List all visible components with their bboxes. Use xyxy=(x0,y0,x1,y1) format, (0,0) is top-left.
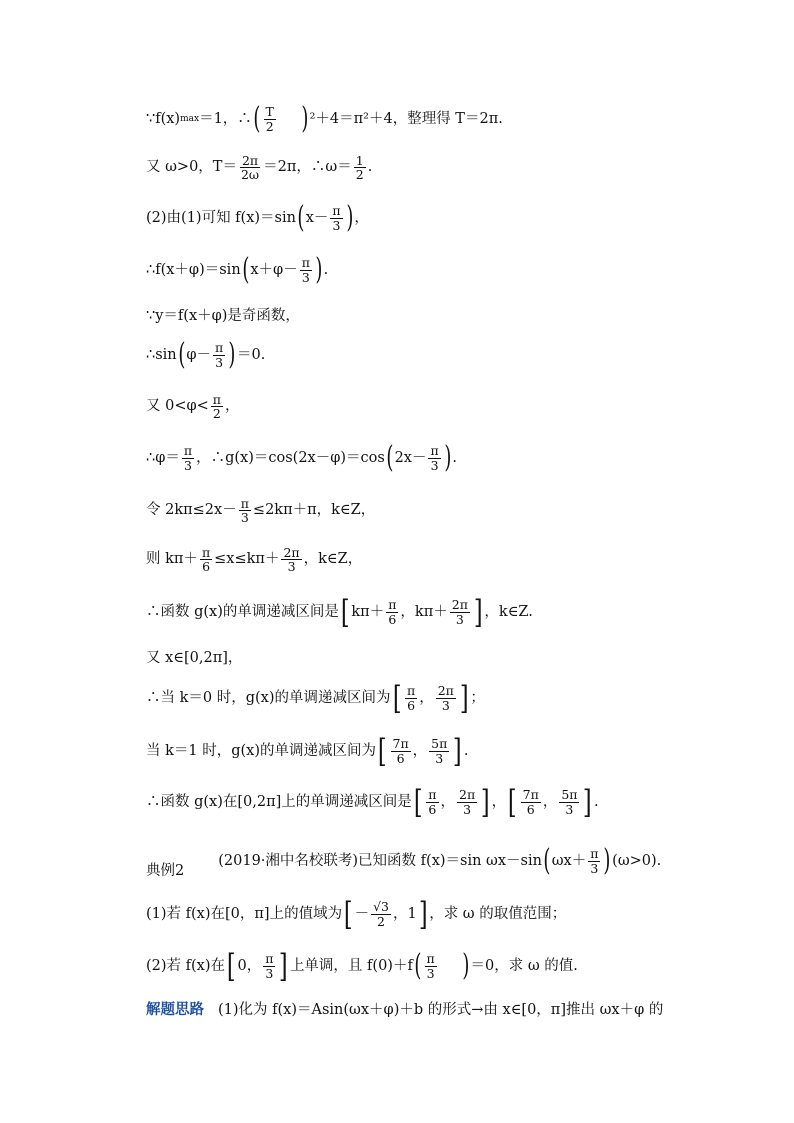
text: ∴函数 g(x)在[0,2π]上的单调递减区间是 xyxy=(146,793,412,810)
fraction: $\frac{\pi}{3}$ xyxy=(240,496,249,526)
fraction: $\frac{7\pi}{6}$ xyxy=(392,736,409,766)
text: ＝1，∴ xyxy=(199,110,252,127)
text: (1)若 f(x)在[0，π]上的值域为 xyxy=(146,905,343,922)
solution-line-13 xyxy=(146,679,485,717)
text: x－ xyxy=(305,209,329,226)
text: ，k∈Z， xyxy=(303,551,363,568)
text: ≤2kπ＋π，k∈Z， xyxy=(252,502,376,519)
text: ²＋4＝π²＋4，整理得 T＝2π. xyxy=(309,110,503,127)
text: ＝0，求 ω 的值. xyxy=(470,957,578,974)
left-bracket: [ xyxy=(343,895,353,933)
right-bracket: ] xyxy=(481,783,490,821)
text: ∵y＝f(x＋φ)是奇函数， xyxy=(146,308,300,324)
text: ∵f(x) xyxy=(146,110,181,127)
fraction: $\frac{2\pi}{3}$ xyxy=(283,545,300,575)
fraction: $\frac{2\pi}{3}$ xyxy=(451,597,468,627)
text: . xyxy=(463,742,469,759)
question-2 xyxy=(146,947,578,985)
text: ∴当 k＝0 时，g(x)的单调递减区间为 xyxy=(146,689,391,706)
solution-line-10 xyxy=(146,546,362,573)
solution-line-8 xyxy=(146,440,458,475)
text: 又 ω>0，T＝ xyxy=(146,159,237,176)
text: (2)若 f(x)在 xyxy=(146,957,226,974)
text: φ－ xyxy=(186,346,212,363)
text: ，1 xyxy=(392,905,417,922)
text: 令 2kπ≤2x－ xyxy=(146,502,237,519)
left-paren: ( xyxy=(253,101,261,136)
text: ，k∈Z. xyxy=(484,603,533,620)
solution-line-5 xyxy=(146,309,300,324)
right-bracket: ] xyxy=(279,947,289,985)
text: ， xyxy=(440,793,455,810)
example-label: 典例2 xyxy=(146,862,185,879)
fraction: $\frac{\pi}{3}$ xyxy=(301,255,310,285)
fraction: $\frac{\pi}{3}$ xyxy=(332,203,341,233)
right-paren: ) xyxy=(315,252,323,287)
left-bracket: [ xyxy=(377,732,387,770)
left-paren: ( xyxy=(386,440,394,475)
solution-line-9 xyxy=(146,497,375,524)
fraction: $\frac{\pi}{3}$ xyxy=(265,951,274,981)
text: ， xyxy=(225,398,240,415)
fraction: $\frac{\pi}{3}$ xyxy=(215,340,224,370)
fraction: $\frac{2\pi}{2\omega}$ xyxy=(240,153,260,183)
solution-line-4 xyxy=(146,252,329,287)
text: ∴φ＝ xyxy=(146,449,180,466)
text: . xyxy=(593,793,599,810)
left-paren: ( xyxy=(242,252,250,287)
left-paren: ( xyxy=(297,200,305,235)
fraction: $\frac{\pi}{3}$ xyxy=(590,846,599,876)
fraction: $\frac{\pi}{6}$ xyxy=(201,545,211,575)
right-paren: ) xyxy=(444,440,452,475)
fraction: $\frac{5\pi}{3}$ xyxy=(561,787,578,817)
text: ∴f(x＋φ)＝sin xyxy=(146,261,241,278)
solution-line-12 xyxy=(146,651,242,666)
left-paren: ( xyxy=(414,948,422,983)
hint-label: 解题思路 xyxy=(146,1001,204,1018)
fraction: $\frac{2\pi}{3}$ xyxy=(437,683,454,713)
text: ， xyxy=(412,742,428,759)
fraction: $\frac{2\pi}{3}$ xyxy=(459,787,476,817)
right-bracket: ] xyxy=(473,593,483,631)
text: ∴sin xyxy=(146,346,177,363)
text: ； xyxy=(470,689,485,706)
text: ＝0. xyxy=(236,346,266,363)
fraction: $\frac{\pi}{2}$ xyxy=(212,392,222,422)
text: kπ＋ xyxy=(351,603,385,620)
text: ， xyxy=(491,793,507,810)
solution-line-14 xyxy=(146,732,469,770)
text: 2x－ xyxy=(394,449,427,466)
left-bracket: [ xyxy=(226,947,236,985)
solution-line-15 xyxy=(146,783,599,821)
fraction: $\frac{7\pi}{6}$ xyxy=(522,787,539,817)
left-bracket: [ xyxy=(508,783,517,821)
right-bracket: ] xyxy=(459,679,469,717)
fraction: $\frac{\pi}{6}$ xyxy=(407,683,416,713)
text: 则 kπ＋ xyxy=(146,551,198,568)
text: . xyxy=(323,261,329,278)
right-bracket: ] xyxy=(453,732,462,770)
text: ，求 ω 的取值范围； xyxy=(429,905,567,922)
text: x＋φ－ xyxy=(250,261,298,278)
text: . xyxy=(452,449,458,466)
text: ≤x≤kπ＋ xyxy=(214,551,280,568)
example-heading xyxy=(146,843,662,879)
fraction: $\frac{\pi}{3}$ xyxy=(183,443,193,473)
text: ，∴g(x)＝cos(2x－φ)＝cos xyxy=(196,449,385,466)
question-1 xyxy=(146,895,567,933)
hint-text: (1)化为 f(x)＝Asin(ωx＋φ)＋b 的形式→由 x∈[0，π]推出 ωx＋φ 的 xyxy=(218,1002,664,1018)
solution-line-2 xyxy=(146,154,372,181)
text: － xyxy=(354,905,370,922)
right-paren: ) xyxy=(462,948,470,983)
right-bracket: ] xyxy=(418,895,428,933)
left-paren: ( xyxy=(543,843,551,878)
subscript: max xyxy=(180,113,200,124)
left-bracket: [ xyxy=(340,593,350,631)
fraction: $\frac{√3}{2}$ xyxy=(373,899,389,929)
text: 当 k＝1 时，g(x)的单调递减区间为 xyxy=(146,742,377,759)
solution-line-7 xyxy=(146,393,240,420)
solution-line-11 xyxy=(146,593,533,631)
right-bracket: ] xyxy=(583,783,593,821)
right-paren: ) xyxy=(345,200,353,235)
right-paren: ) xyxy=(228,337,236,372)
text: (ω>0). xyxy=(612,852,662,869)
left-bracket: [ xyxy=(392,679,402,717)
right-paren: ) xyxy=(301,101,309,136)
hint-line xyxy=(146,1003,663,1018)
text: ， xyxy=(419,689,434,706)
left-bracket: [ xyxy=(413,783,423,821)
text: 0， xyxy=(237,957,262,974)
fraction: $\frac{\pi}{6}$ xyxy=(428,787,437,817)
text: ∴函数 g(x)的单调递减区间是 xyxy=(146,603,339,620)
fraction: $\frac{T}{2}$ xyxy=(265,104,274,134)
text: 又 0<φ< xyxy=(146,398,209,415)
fraction: $\frac{1}{2}$ xyxy=(355,153,364,183)
text: 又 x∈[0,2π]， xyxy=(146,650,243,666)
right-paren: ) xyxy=(603,843,611,878)
fraction: $\frac{\pi}{3}$ xyxy=(430,443,439,473)
text: ， xyxy=(354,209,369,226)
text: . xyxy=(367,159,373,176)
text: (2)由(1)可知 f(x)＝sin xyxy=(146,209,296,226)
solution-line-1 xyxy=(146,101,503,136)
text: ωx＋ xyxy=(551,852,587,869)
text: ＝2π，∴ω＝ xyxy=(263,159,352,176)
text: ，kπ＋ xyxy=(400,603,448,620)
fraction: $\frac{\pi}{6}$ xyxy=(388,597,397,627)
solution-line-6 xyxy=(146,337,266,372)
text: 上单调，且 f(0)＋f xyxy=(289,957,413,974)
text: ， xyxy=(542,793,558,810)
solution-line-3 xyxy=(146,200,369,235)
fraction: $\frac{5\pi}{3}$ xyxy=(431,736,448,766)
text: (2019·湘中名校联考)已知函数 f(x)＝sin ωx－sin xyxy=(218,852,542,869)
left-paren: ( xyxy=(178,337,186,372)
fraction: $\frac{\pi}{3}$ xyxy=(426,951,435,981)
